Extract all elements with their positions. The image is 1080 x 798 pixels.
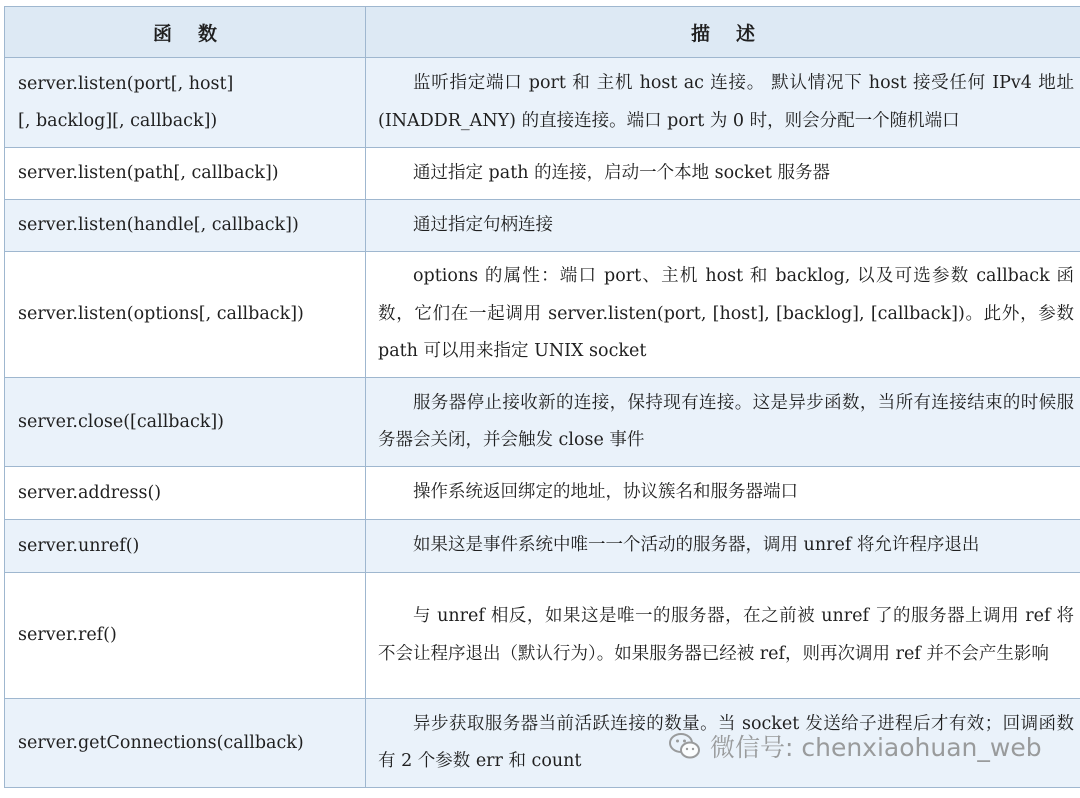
header-description: 描述 <box>366 7 1080 58</box>
description-cell: 异步获取服务器当前活跃连接的数量。当 socket 发送给子进程后才有效；回调函数有 2 个参数 err 和 count <box>366 699 1080 788</box>
table-row <box>5 467 1080 520</box>
table-row <box>5 252 1080 378</box>
function-cell: server.getConnections(callback) <box>5 699 366 788</box>
description-cell: 与 unref 相反，如果这是唯一的服务器，在之前被 unref 了的服务器上调用 ref 将不会让程序退出（默认行为）。如果服务器已经被 ref，则再次调用 ref 并不会产生影响 <box>366 573 1080 699</box>
description-cell: 通过指定 path 的连接，启动一个本地 socket 服务器 <box>366 148 1080 200</box>
function-cell: server.listen(options[, callback]) <box>5 252 366 378</box>
function-cell: server.listen(handle[, callback]) <box>5 200 366 252</box>
description-cell: 通过指定句柄连接 <box>366 200 1080 252</box>
description-cell: 监听指定端口 port 和 主机 host ac 连接。 默认情况下 host 接受任何 IPv4 地址 (INADDR_ANY) 的直接连接。端口 port 为 0 时，则会分配一个随机端口 <box>366 58 1080 148</box>
description-cell: 如果这是事件系统中唯一一个活动的服务器，调用 unref 将允许程序退出 <box>366 520 1080 573</box>
table-row <box>5 520 1080 573</box>
table-row <box>5 378 1080 467</box>
header-function: 函数 <box>5 7 366 58</box>
description-cell: options 的属性：端口 port、主机 host 和 backlog, 以及可选参数 callback 函数，它们在一起调用 server.listen(port, [host], [backlog], [callback])。此外，参数 path 可以用来指定 UNIX socket <box>366 252 1080 378</box>
watermark-text: 微信号: chenxiaohuan_web <box>710 733 1042 762</box>
function-cell: server.close([callback]) <box>5 378 366 467</box>
wechat-icon <box>668 731 702 761</box>
watermark <box>668 728 1042 764</box>
function-cell: server.unref() <box>5 520 366 573</box>
function-cell: server.ref() <box>5 573 366 699</box>
description-cell: 服务器停止接收新的连接，保持现有连接。这是异步函数，当所有连接结束的时候服务器会关闭，并会触发 close 事件 <box>366 378 1080 467</box>
table-header-row <box>5 7 1080 58</box>
table-row <box>5 200 1080 252</box>
api-table <box>4 6 1080 788</box>
table-row <box>5 148 1080 200</box>
function-cell: server.listen(port[, host] [, backlog][, callback]) <box>5 58 366 148</box>
function-cell: server.listen(path[, callback]) <box>5 148 366 200</box>
table-row <box>5 58 1080 148</box>
function-cell: server.address() <box>5 467 366 520</box>
table-row <box>5 573 1080 699</box>
description-cell: 操作系统返回绑定的地址，协议簇名和服务器端口 <box>366 467 1080 520</box>
